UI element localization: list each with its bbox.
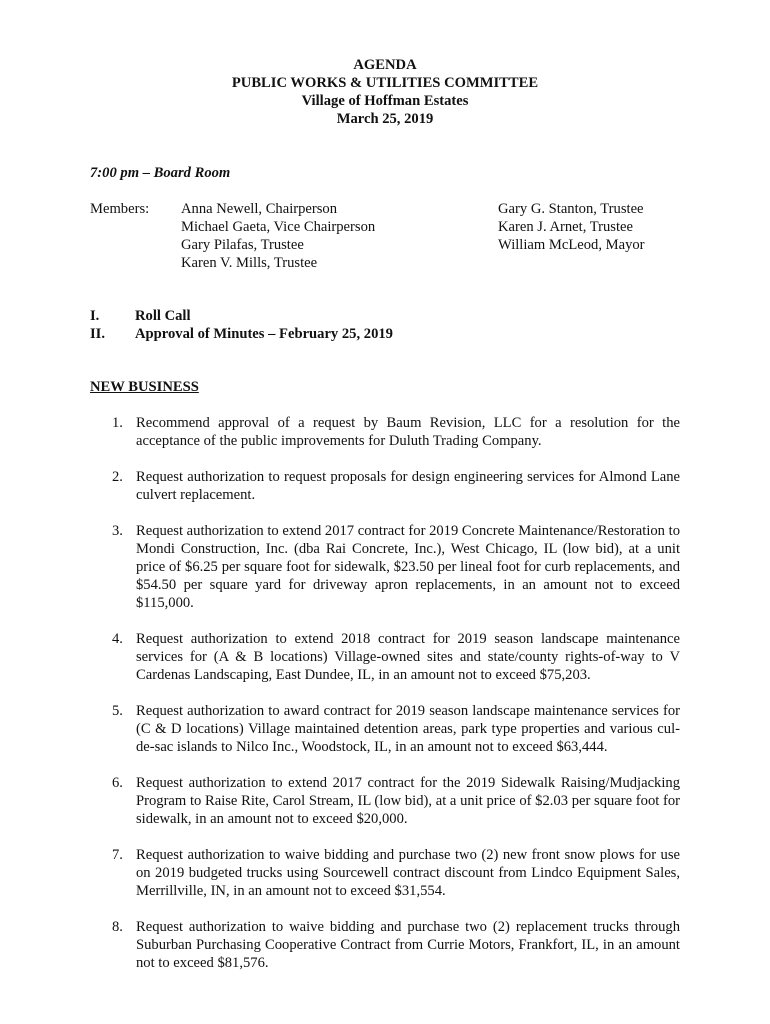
item-text: Request authorization to extend 2017 contract for 2019 Concrete Maintenance/Restoration to Mondi Construction, Inc. (dba Rai Concrete, Inc.), West Chicago, IL (low bid), at a unit price of $6.25 per square foot for sidewalk, $23.50 per lineal foot for curb replacements, and $54.50 per square yard for driveway apron replacements, in an amount not to exceed $115,000.	[136, 523, 680, 611]
header-title: AGENDA	[353, 57, 417, 73]
members-label: Members:	[90, 201, 150, 217]
list-item	[112, 630, 680, 684]
item-number: 1.	[112, 415, 123, 431]
list-item	[112, 918, 680, 972]
members-right-column	[498, 200, 645, 254]
item-text: Request authorization to award contract for 2019 season landscape maintenance services for (C & D locations) Village maintained detention areas, park type properties and various cul-de-sac islands to Nilco Inc., Woodstock, IL, in an amount not to exceed $63,444.	[136, 703, 680, 755]
item-number: 2.	[112, 469, 123, 485]
list-item	[112, 774, 680, 828]
list-item	[112, 414, 680, 450]
members-left-column	[181, 200, 375, 272]
item-text: Request authorization to request proposals for design engineering services for Almond Lane culvert replacement.	[136, 469, 680, 503]
member-name: Karen V. Mills, Trustee	[181, 255, 318, 271]
member-name: Karen J. Arnet, Trustee	[498, 219, 633, 235]
item-number: II.	[90, 326, 106, 342]
new-business-list	[112, 414, 680, 990]
item-number: 5.	[112, 703, 123, 719]
item-text: Request authorization to waive bidding and purchase two (2) new front snow plows for use on 2019 budgeted trucks using Sourcewell contract discount from Lindco Equipment Sales, Merrillville, IN, in an amount not to exceed $31,554.	[136, 847, 680, 899]
list-item	[112, 702, 680, 756]
list-item	[112, 468, 680, 504]
item-number: 7.	[112, 847, 123, 863]
item-text: Request authorization to waive bidding and purchase two (2) replacement trucks through Suburban Purchasing Cooperative Contract from Currie Motors, Frankfort, IL, in an amount not to exceed $81,576.	[136, 919, 680, 971]
item-number: 6.	[112, 775, 123, 791]
item-number: 8.	[112, 919, 123, 935]
item-text: Request authorization to extend 2018 contract for 2019 season landscape maintenance services for (A & B locations) Village-owned sites and state/county rights-of-way to V Cardenas Landscaping, East Dundee, IL, in an amount not to exceed $75,203.	[136, 631, 680, 683]
item-number: 3.	[112, 523, 123, 539]
item-text: Roll Call	[135, 308, 191, 324]
member-name: Gary Pilafas, Trustee	[181, 237, 304, 253]
item-text: Request authorization to extend 2017 contract for the 2019 Sidewalk Raising/Mudjacking Program to Raise Rite, Carol Stream, IL (low bid), at a unit price of $2.03 per square foot for sidewalk, in an amount not to exceed $20,000.	[136, 775, 680, 827]
member-name: Gary G. Stanton, Trustee	[498, 201, 644, 217]
item-number: I.	[90, 308, 100, 324]
header-village: Village of Hoffman Estates	[301, 93, 469, 109]
item-text: Recommend approval of a request by Baum Revision, LLC for a resolution for the acceptance of the public improvements for Duluth Trading Company.	[136, 415, 680, 449]
member-name: Anna Newell, Chairperson	[181, 201, 338, 217]
agenda-header	[0, 56, 770, 128]
item-text: Approval of Minutes – February 25, 2019	[135, 326, 393, 342]
header-date: March 25, 2019	[336, 111, 434, 127]
item-number: 4.	[112, 631, 123, 647]
list-item	[112, 522, 680, 612]
meeting-time: 7:00 pm – Board Room	[90, 165, 231, 181]
header-committee: PUBLIC WORKS & UTILITIES COMMITTEE	[231, 75, 539, 91]
member-name: Michael Gaeta, Vice Chairperson	[181, 219, 376, 235]
list-item	[112, 846, 680, 900]
new-business-heading: NEW BUSINESS	[90, 379, 199, 395]
member-name: William McLeod, Mayor	[498, 237, 645, 253]
